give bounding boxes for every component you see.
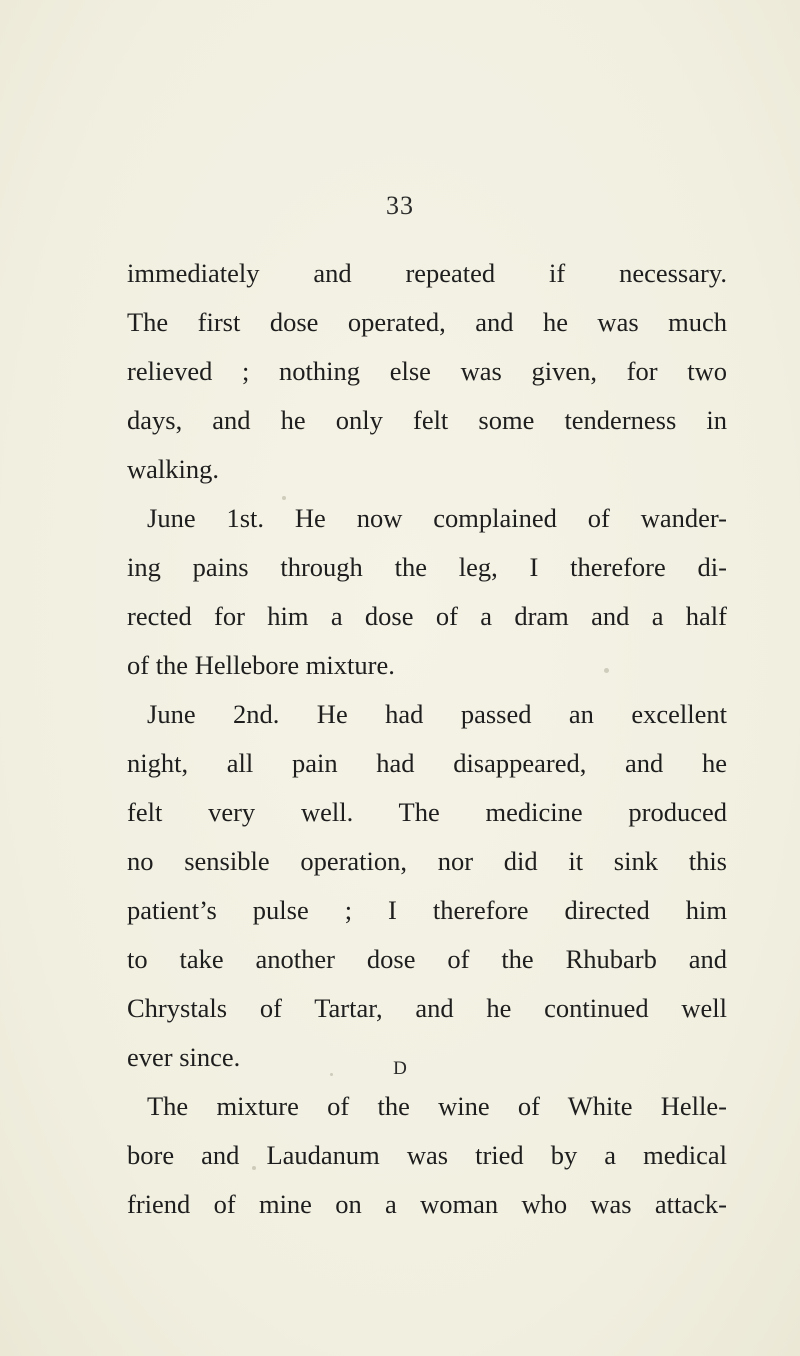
text-line: Chrystals of Tartar, and he continued well [127,993,727,1023]
signature-mark: D [393,1058,407,1079]
text-line: days, and he only felt some tenderness in [127,405,727,435]
text-line: relieved ; nothing else was given, for two [127,356,727,386]
text-line: night, all pain had disappeared, and he [127,748,727,778]
text-line: to take another dose of the Rhubarb and [127,944,727,974]
text-line: The first dose operated, and he was much [127,307,727,337]
text-line: The mixture of the wine of White Helle- [147,1091,727,1121]
text-line: patient’s pulse ; I therefore directed him [127,895,727,925]
text-line: immediately and repeated if necessary. [127,258,727,288]
body-text [127,249,727,1229]
text-line: no sensible operation, nor did it sink this [127,846,727,876]
text-line: friend of mine on a woman who was attack- [127,1189,727,1219]
text-line: walking. [127,454,219,484]
text-line: June 2nd. He had passed an excellent [147,699,727,729]
paper-speck [252,1166,256,1170]
text-line: felt very well. The medicine produced [127,797,727,827]
page-number: 33 [386,191,414,220]
paper-speck [604,668,609,673]
paper-speck [540,767,543,770]
text-line: of the Hellebore mixture. [127,650,395,680]
text-line: ing pains through the leg, I therefore di- [127,552,727,582]
text-line: bore and Laudanum was tried by a medical [127,1140,727,1170]
text-line: June 1st. He now complained of wander- [147,503,727,533]
text-line: ever since. [127,1042,241,1072]
text-line: rected for him a dose of a dram and a half [127,601,727,631]
paper-speck [282,496,286,500]
paper-speck [330,1073,333,1076]
